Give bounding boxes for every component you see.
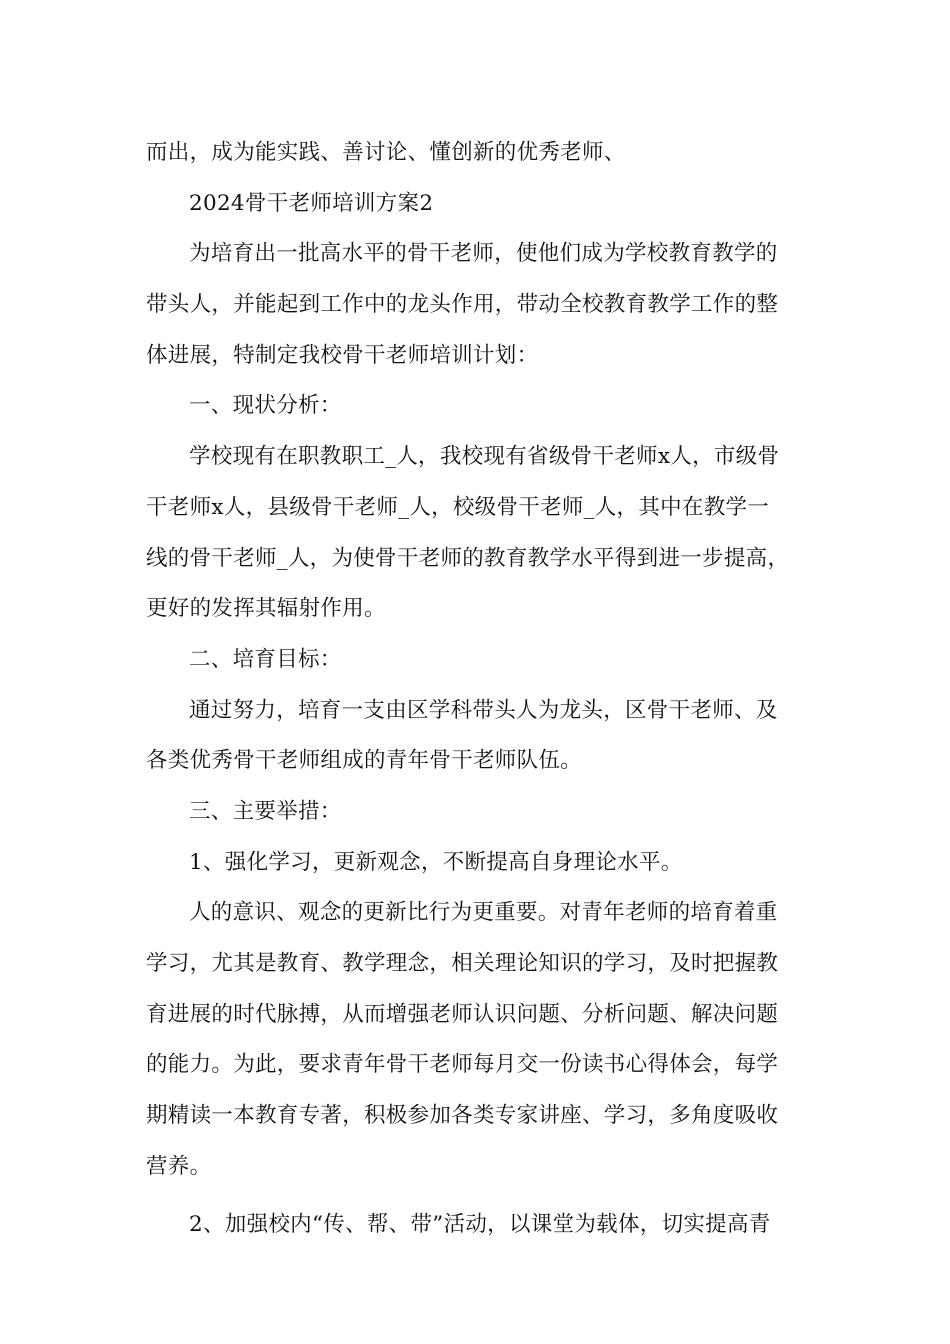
paragraph-line: 人的意识、观念的更新比行为更重要。对青年老师的培育着重 (189, 900, 778, 926)
paragraph-line: 的能力。为此，要求青年骨干老师每月交一份读书心得体会，每学 (146, 1052, 779, 1078)
document-body (146, 128, 806, 1251)
paragraph-line: 干老师x人，县级骨干老师_人，校级骨干老师_人，其中在教学一 (146, 494, 770, 520)
section-heading: 二、培育目标： (189, 646, 342, 672)
paragraph-line: 营养。 (146, 1153, 212, 1179)
paragraph-line: 线的骨干老师_人，为使骨干老师的教育教学水平得到进一步提高， (146, 545, 790, 571)
paragraph-line: 而出，成为能实践、善讨论、懂创新的优秀老师、 (146, 140, 626, 165)
subsection-heading: 2、加强校内“传、帮、带”活动，以课堂为载体，切实提高青 (189, 1212, 771, 1238)
paragraph-line: 更好的发挥其辐射作用。 (146, 596, 386, 622)
paragraph-line: 体进展，特制定我校骨干老师培训计划： (146, 342, 539, 368)
paragraph-line: 学习，尤其是教育、教学理念，相关理论知识的学习，及时把握教 (146, 951, 779, 976)
paragraph-line: 育进展的时代脉搏，从而增强老师认识问题、分析问题、解决问题 (146, 1001, 779, 1027)
paragraph-spacer (146, 1192, 806, 1200)
paragraph-line: 各类优秀骨干老师组成的青年骨干老师队伍。 (146, 748, 583, 774)
paragraph-line: 为培育出一批高水平的骨干老师，使他们成为学校教育教学的 (189, 241, 778, 267)
paragraph-line: 带头人，并能起到工作中的龙头作用，带动全校教育教学工作的整 (146, 292, 779, 318)
section-title: 2024骨干老师培训方案2 (189, 190, 434, 216)
paragraph-line: 期精读一本教育专著，积极参加各类专家讲座、学习，多角度吸收 (146, 1103, 779, 1129)
subsection-heading: 1、强化学习，更新观念，不断提高自身理论水平。 (189, 849, 683, 875)
section-heading: 三、主要举措： (189, 798, 342, 824)
section-heading: 一、现状分析： (189, 393, 342, 419)
paragraph-line: 学校现有在职教职工_人，我校现有省级骨干老师x人，市级骨 (189, 444, 780, 470)
paragraph-line: 通过努力，培育一支由区学科带头人为龙头，区骨干老师、及 (189, 697, 778, 723)
